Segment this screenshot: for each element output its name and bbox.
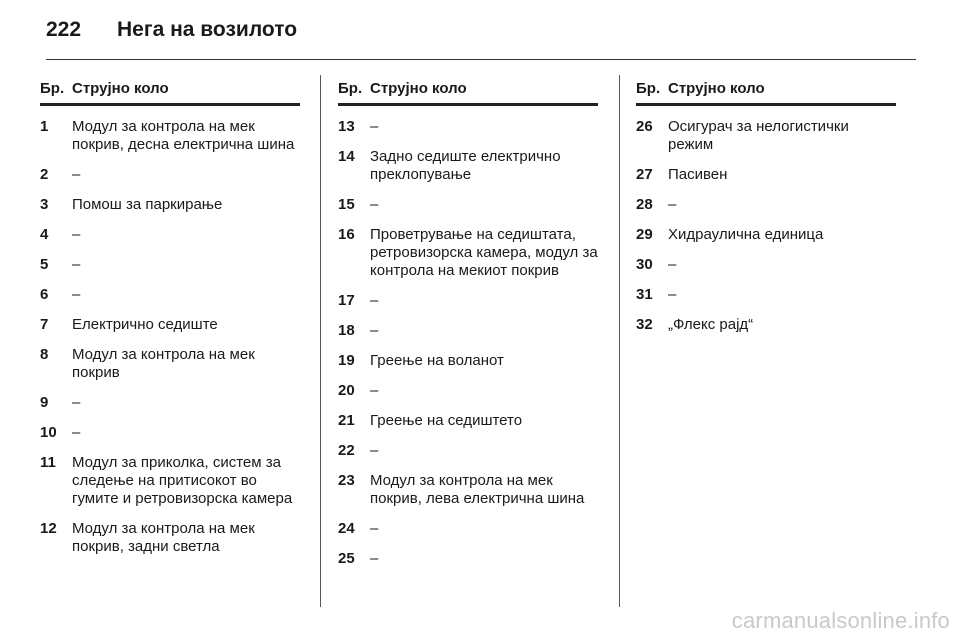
fuse-number: 1 bbox=[40, 118, 49, 135]
column-header bbox=[338, 80, 598, 106]
fuse-circuit: Модул за контрола на мек покрив, лева електрична шина bbox=[370, 472, 585, 507]
fuse-circuit: Модул за контрола на мек покрив, задни светла bbox=[72, 520, 255, 555]
fuse-number: 4 bbox=[40, 226, 49, 243]
column-divider bbox=[619, 75, 620, 607]
fuse-entry-list bbox=[636, 118, 896, 334]
fuse-entry bbox=[40, 394, 300, 412]
fuse-number: 23 bbox=[338, 472, 355, 489]
fuse-entry bbox=[40, 316, 300, 334]
fuse-circuit: Електрично седиште bbox=[72, 316, 218, 333]
fuse-number: 22 bbox=[338, 442, 355, 459]
fuse-entry bbox=[636, 286, 896, 304]
fuse-entry bbox=[338, 292, 598, 310]
column-header-label: Струјно коло bbox=[370, 80, 467, 97]
fuse-circuit: Модул за приколка, систем за следење на притисокот во гумите и ретровизорска камера bbox=[72, 454, 293, 507]
fuse-circuit: – bbox=[370, 442, 379, 459]
fuse-circuit: – bbox=[668, 256, 677, 273]
fuse-number: 5 bbox=[40, 256, 49, 273]
fuse-circuit: – bbox=[72, 424, 81, 441]
fuse-entry bbox=[636, 166, 896, 184]
fuse-number: 20 bbox=[338, 382, 355, 399]
fuse-number: 18 bbox=[338, 322, 355, 339]
fuse-entry-list bbox=[338, 118, 598, 568]
fuse-entry bbox=[40, 226, 300, 244]
fuse-circuit: – bbox=[72, 256, 81, 273]
fuse-number: 9 bbox=[40, 394, 49, 411]
fuse-number: 28 bbox=[636, 196, 653, 213]
fuse-entry bbox=[40, 520, 300, 556]
fuse-circuit: – bbox=[668, 196, 677, 213]
fuse-circuit: Греење на воланот bbox=[370, 352, 504, 369]
fuse-entry bbox=[40, 166, 300, 184]
fuse-circuit: – bbox=[370, 382, 379, 399]
fuse-entry bbox=[40, 424, 300, 442]
fuse-entry bbox=[40, 286, 300, 304]
page-number: 222 bbox=[46, 18, 82, 41]
fuse-number: 24 bbox=[338, 520, 355, 537]
fuse-circuit: – bbox=[370, 520, 379, 537]
fuse-number: 16 bbox=[338, 226, 355, 243]
fuse-circuit: – bbox=[72, 226, 81, 243]
fuse-entry bbox=[338, 382, 598, 400]
fuse-circuit: Хидраулична единица bbox=[668, 226, 824, 243]
fuse-entry bbox=[338, 148, 598, 184]
watermark: carmanualsonline.info bbox=[731, 608, 950, 633]
column-header bbox=[40, 80, 300, 106]
fuse-circuit: „Флекс рајд“ bbox=[668, 316, 754, 333]
fuse-number: 26 bbox=[636, 118, 653, 135]
fuse-number: 25 bbox=[338, 550, 355, 567]
fuse-number: 27 bbox=[636, 166, 653, 183]
fuse-circuit: Осигурач за нелогистички режим bbox=[668, 118, 849, 153]
column-header-number: Бр. bbox=[636, 80, 661, 97]
fuse-circuit: – bbox=[370, 196, 379, 213]
fuse-entry bbox=[40, 256, 300, 274]
fuse-number: 6 bbox=[40, 286, 49, 303]
column-divider bbox=[320, 75, 321, 607]
fuse-entry bbox=[636, 118, 896, 154]
fuse-number: 3 bbox=[40, 196, 49, 213]
fuse-number: 10 bbox=[40, 424, 57, 441]
fuse-circuit: Греење на седиштето bbox=[370, 412, 523, 429]
fuse-number: 29 bbox=[636, 226, 653, 243]
fuse-entry bbox=[40, 346, 300, 382]
fuse-circuit: Помош за паркирање bbox=[72, 196, 223, 213]
fuse-entry bbox=[338, 352, 598, 370]
column-header-label: Струјно коло bbox=[668, 80, 765, 97]
fuse-entry bbox=[338, 118, 598, 136]
fuse-circuit: Модул за контрола на мек покрив, десна електрична шина bbox=[72, 118, 295, 153]
fuse-table-column-1 bbox=[40, 80, 300, 556]
fuse-entry bbox=[338, 412, 598, 430]
fuse-entry bbox=[338, 550, 598, 568]
fuse-entry bbox=[636, 316, 896, 334]
fuse-circuit: Пасивен bbox=[668, 166, 728, 183]
fuse-circuit: Модул за контрола на мек покрив bbox=[72, 346, 255, 381]
fuse-circuit: – bbox=[668, 286, 677, 303]
fuse-circuit: – bbox=[72, 286, 81, 303]
fuse-entry-list bbox=[40, 118, 300, 556]
fuse-circuit: – bbox=[370, 118, 379, 135]
fuse-entry bbox=[338, 442, 598, 460]
column-header-number: Бр. bbox=[338, 80, 363, 97]
fuse-circuit: – bbox=[72, 166, 81, 183]
fuse-number: 15 bbox=[338, 196, 355, 213]
fuse-entry bbox=[636, 256, 896, 274]
fuse-number: 13 bbox=[338, 118, 355, 135]
column-header-label: Струјно коло bbox=[72, 80, 169, 97]
fuse-entry bbox=[636, 226, 896, 244]
fuse-table-column-2 bbox=[338, 80, 598, 568]
fuse-circuit: – bbox=[370, 322, 379, 339]
column-header bbox=[636, 80, 896, 106]
fuse-circuit: Задно седиште електрично преклопување bbox=[370, 148, 561, 183]
fuse-entry bbox=[338, 322, 598, 340]
fuse-number: 17 bbox=[338, 292, 355, 309]
fuse-entry bbox=[338, 520, 598, 538]
fuse-entry bbox=[636, 196, 896, 214]
fuse-number: 30 bbox=[636, 256, 653, 273]
page-title: Нега на возилото bbox=[117, 18, 298, 41]
fuse-entry bbox=[40, 118, 300, 154]
fuse-entry bbox=[338, 226, 598, 280]
fuse-number: 14 bbox=[338, 148, 355, 165]
fuse-number: 19 bbox=[338, 352, 355, 369]
fuse-number: 2 bbox=[40, 166, 49, 183]
fuse-table-column-3 bbox=[636, 80, 896, 334]
fuse-number: 7 bbox=[40, 316, 49, 333]
column-header-number: Бр. bbox=[40, 80, 65, 97]
header-rule bbox=[46, 59, 916, 60]
fuse-circuit: – bbox=[72, 394, 81, 411]
fuse-number: 8 bbox=[40, 346, 49, 363]
fuse-circuit: – bbox=[370, 292, 379, 309]
fuse-number: 21 bbox=[338, 412, 355, 429]
fuse-entry bbox=[338, 196, 598, 214]
fuse-circuit: Проветрување на седиштата, ретровизорска камера, модул за контрола на мекиот покрив bbox=[370, 226, 598, 279]
fuse-entry bbox=[338, 472, 598, 508]
fuse-number: 12 bbox=[40, 520, 57, 537]
fuse-entry bbox=[40, 454, 300, 508]
fuse-number: 32 bbox=[636, 316, 653, 333]
fuse-entry bbox=[40, 196, 300, 214]
fuse-number: 11 bbox=[40, 454, 56, 471]
fuse-circuit: – bbox=[370, 550, 379, 567]
fuse-number: 31 bbox=[636, 286, 653, 303]
